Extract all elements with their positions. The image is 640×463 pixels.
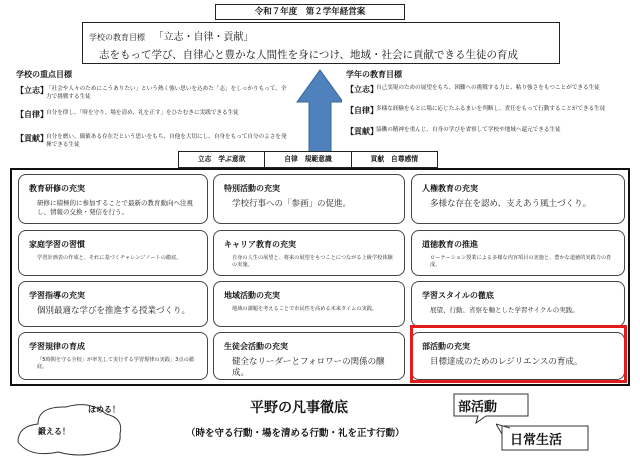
grade-item — [346, 126, 628, 137]
cell-title: 家庭学習の習慣 — [29, 240, 85, 249]
bubble-daily-text: 日常生活 — [510, 433, 563, 448]
highlight-frame — [410, 325, 627, 383]
cell-title: 地域活動の充実 — [224, 291, 280, 300]
cell-title: 道徳教育の推進 — [422, 240, 478, 249]
cell-body: ローテーション授業による多様な内容項目の実施と、豊かな道徳的実践力の育成。 — [430, 255, 612, 268]
grade-goal-box — [342, 81, 630, 149]
goal-keywords: 「立志・自律・貢献」 — [153, 32, 254, 43]
grade-text: 自己実現のための展望をもち、困難への挑戦する力と、粘り強さをもつことができる生徒 — [376, 85, 600, 91]
grade-text: 協働の精神を重んじ、自身の学びを省察して学校や地域へ還元できる生徒 — [376, 127, 561, 133]
cell-body: 研修に積極的に参加することで最新の教育動向へ注視し、情報の交換・発信を行う。 — [37, 199, 193, 216]
bubble-club-text: 部活動 — [458, 400, 498, 415]
grade-item — [346, 105, 628, 116]
cell-body: 「5時間を守る全校」が率先して実行する学習規律の実践」3点の徹底。 — [37, 357, 195, 370]
cell-body: 学習計画表の作成と、それに基づくチャレンジノートの徹底。 — [37, 255, 182, 261]
school-focus-box — [12, 81, 290, 161]
practice-cell — [18, 332, 208, 380]
cell-body: 個別最適な学びを推進する授業づくり。 — [37, 306, 191, 316]
focus-tag: 【貢献】 — [16, 134, 48, 143]
practice-cell — [411, 174, 625, 224]
grade-item — [346, 84, 628, 95]
cell-title: 学習スタイルの徹底 — [422, 291, 494, 300]
school-goal-box — [82, 22, 560, 64]
cell-body: 地域の課題を考えることで市民性を高める未来タイムの実践。 — [232, 306, 378, 312]
page-title: 令和７年度 第２学年経営案 — [254, 7, 366, 17]
focus-item — [16, 109, 288, 120]
grade-text: 多様な経験をもとに場に応じたふるまいを判断し、責任をもって行動することができる生徒 — [376, 106, 606, 112]
bubble-praise-text: ほめる！ — [88, 405, 120, 414]
motto-subtitle: （時を守る行動・場を清める行動・礼を正す行動） — [186, 428, 405, 439]
pillars-bar — [178, 151, 438, 168]
cell-body: 学校行事への「参画」の促進。 — [232, 199, 352, 209]
cell-title: 特別活動の充実 — [224, 184, 280, 193]
cell-title: 学習規律の育成 — [29, 342, 85, 351]
goal-label: 学校の教育目標 — [89, 33, 145, 42]
pillar-risshi: 立志 学ぶ意欲 — [179, 152, 265, 167]
pillar-jiritsu: 自律 規範意識 — [265, 152, 351, 167]
cell-body: 目標達成のためのレジリエンスの育成。 — [430, 357, 583, 367]
practice-cell — [213, 332, 405, 380]
practice-cell — [411, 281, 625, 327]
cell-body: 健全なリーダーとフォロワーの関係の醸成。 — [232, 357, 385, 379]
focus-text: 自分を磨い、価値ある存在だという思いをもち、自他を大切にし、自身をもって自分のよさを発揮できる生徒 — [46, 134, 287, 149]
focus-text: 自分を律し、「時を守り、場を清め、礼を正す」をひたむきに実践できる生徒 — [46, 110, 239, 116]
motto-title: 平野の凡事徹底 — [250, 400, 348, 416]
grade-goal-title: 学年の教育目標 — [346, 70, 402, 79]
practice-cell — [18, 281, 208, 327]
practice-cell — [213, 281, 405, 327]
school-focus-title: 学校の重点目標 — [16, 70, 72, 79]
practice-cell — [18, 230, 208, 276]
practice-cell — [213, 174, 405, 224]
up-arrow-icon — [295, 68, 345, 158]
practice-cell — [213, 230, 405, 276]
goal-statement: 志をもって学び、自律心と豊かな人間性を身につけ、地域・社会に貢献できる生徒の育成 — [99, 49, 518, 61]
header-box — [215, 4, 405, 20]
cell-title: 部活動の充実 — [422, 342, 470, 351]
bubble-train-text: 鍛える！ — [38, 427, 70, 436]
focus-item — [16, 85, 288, 101]
focus-tag: 【自律】 — [16, 110, 48, 119]
cell-title: 教育研修の充実 — [29, 184, 85, 193]
focus-item — [16, 133, 288, 149]
practice-cell — [18, 174, 208, 224]
cell-title: 学習指導の充実 — [29, 291, 85, 300]
cell-title: キャリア教育の充実 — [224, 240, 296, 249]
grade-tag: 【立志】 — [346, 85, 378, 94]
cell-title: 生徒会活動の充実 — [224, 342, 288, 351]
practice-cell — [411, 230, 625, 276]
focus-tag: 【立志】 — [16, 86, 48, 95]
grade-tag: 【自律】 — [346, 106, 378, 115]
grade-tag: 【貢献】 — [346, 127, 378, 136]
cell-body: 展望、行動、省察を軸とした学習サイクルの実践。 — [430, 306, 579, 314]
focus-text: 「社会や人々のためにこうありたい」という熱く強い思いを込めた「志」をしっかりもって、全力で挑戦する生徒 — [46, 86, 287, 101]
cell-title: 人権教育の充実 — [422, 184, 478, 193]
cell-body: 多様な存在を認め、支えあう風土づくり。 — [430, 199, 592, 209]
cell-body: 自身の人生の展望と、将来の展望をもつことにつながる上級学校体験の実施。 — [232, 255, 393, 268]
pillar-kouken: 貢献 自尊感情 — [370, 155, 419, 163]
